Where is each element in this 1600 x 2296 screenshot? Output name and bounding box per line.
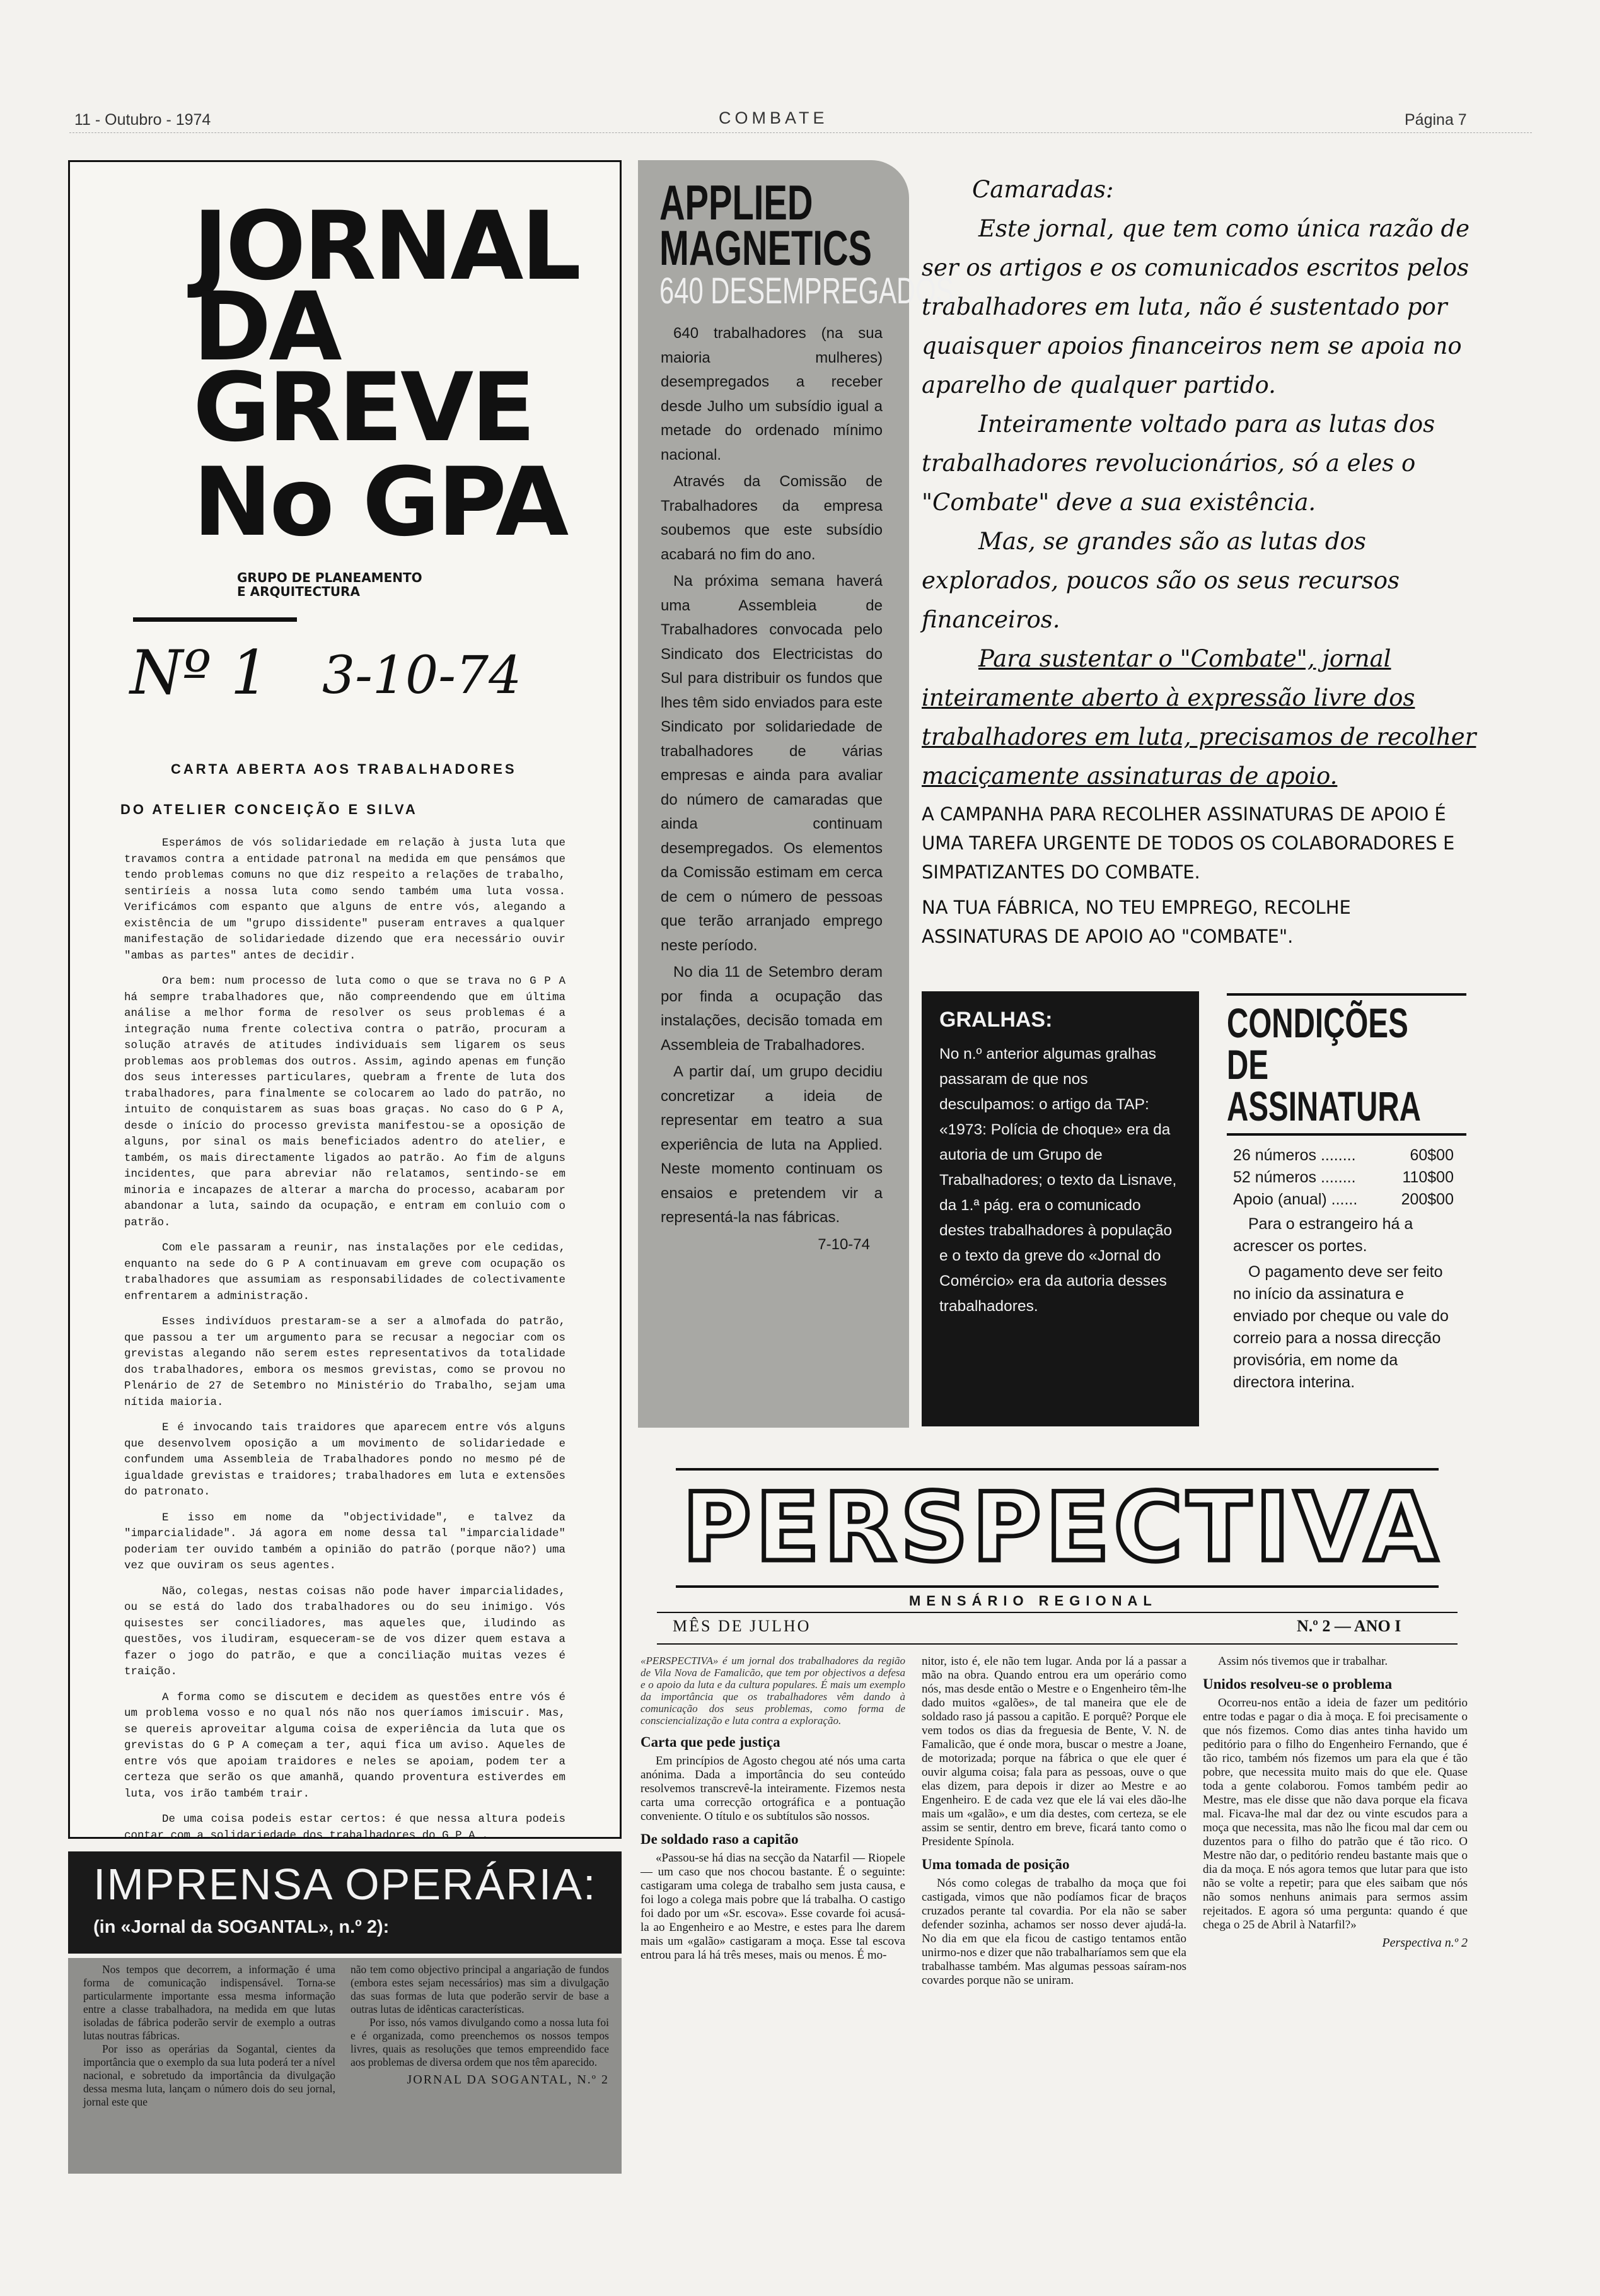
imprensa-paragraph: Nos tempos que decorrem, a informação é uma forma de comunicação indispensável. Torna-se particularmente importante essa mesma informação entre a classe trabalhadora, na medida em que lutas isoladas de fábrica poderão servir de exemplo a outras lutas noutras fábricas. xyxy=(83,1963,335,2042)
perspectiva-paragraph: Assim nós tivemos que ir trabalhar. xyxy=(1218,1655,1388,1668)
note-paragraph: Este jornal, que tem como única razão de ser os artigos e os comunicados escritos pelos trabalhadores em luta, não é sustentado por quaisquer apoios financeiros nem se apoia no aparelho de qualquer partido. xyxy=(922,215,1470,399)
perspectiva-title: PERSPECTIVA xyxy=(682,1473,1442,1583)
jornal-title xyxy=(193,192,579,557)
assinatura-payment: O pagamento deve ser feito no início da assinatura e enviado por cheque ou vale do correio para a nossa direcção provisória, em nome da directora interina. xyxy=(1233,1263,1449,1391)
note-paragraph: Inteiramente voltado para as lutas dos trabalhadores revolucionários, só a eles o "Combate" deve a sua existência. xyxy=(922,411,1435,516)
price-value: 110$00 xyxy=(1402,1168,1454,1186)
applied-paragraph: 640 trabalhadores (na sua maioria mulheres) desempregados a receber desde Julho um subsídio igual a metade do ordenado mínimo nacional. xyxy=(661,325,883,463)
note-callout: NA TUA FÁBRICA, NO TEU EMPREGO, RECOLHE ASSINATURAS DE APOIO AO "COMBATE". xyxy=(922,897,1351,947)
gralhas-text: No n.º anterior algumas gralhas passaram de que nos desculpamos: o artigo da TAP: «1973: Polícia de choque» era da autoria de um Grupo de Trabalhadores; o texto da Lisnave, da 1.ª pág. era o comunicado destes trabalhadores à população e o texto da greve do «Jornal do Comércio» era da autoria desses trabalhadores. xyxy=(939,1046,1177,1315)
subtitle-line-2: E ARQUITECTURA xyxy=(237,584,360,599)
applied-date: 7-10-74 xyxy=(818,1235,870,1253)
perspectiva-paragraph: Ocorreu-nos então a ideia de fazer um peditório entre todas e pagar o dia à moça. E foi precisamente o que nós fizemos. Como dias antes tinha havido um peditório para o filho do Engenheiro Fernando, que é tão rico, também nós fizemos um para ela que é tão pobre, que necessita muito mais do que ele. Quase toda a gente colaborou. Fomos também pedir ao Mestre, mas ele disse que não dava porque ela ficava mal. Ficava-lhe mal dar dez ou vinte escudos para a moça que necessita, mas não lhe ficou mal dar cem ou duzentos para o filho do patrão que é tão rico. O Mestre não dar, o peditório rendeu bastante mais que o dia da moça. E nós agora temos que lutar para que isto não se volte a repetir; para que eles saibam que nós não somos nenhuns animais para sermos assim rejeitados. E agora só uma pergunta: quando é que chega o 25 de Abril à Natarfil?» xyxy=(1203,1696,1468,1932)
imprensa-col-1 xyxy=(83,1963,335,2109)
perspectiva-col-2 xyxy=(922,1655,1186,1988)
page-number: Página 7 xyxy=(1405,111,1467,129)
price-label: 52 números ........ xyxy=(1233,1168,1356,1186)
letter-paragraph: E isso em nome da "objectividade", e talvez da "imparcialidade". Já agora em nome dessa tal "imparcialidade" poderiam ter ouvido também a opinião do patrão (porque não?) uma vez que ouviram os seus agentes. xyxy=(124,1511,565,1572)
letter-paragraph: E é invocando tais traidores que aparecem entre vós alguns que desenvolvem oposição a um movimento de solidariedade e confundem uma Assembleia de Trabalhadores pondo no mesmo pé de igualdade grevistas e traidores; trabalhadores em luta e extensões do patronato. xyxy=(124,1421,565,1498)
perspectiva-signature: Perspectiva n.º 2 xyxy=(1382,1936,1468,1950)
letter-paragraph: Ora bem: num processo de luta como o que se trava no G P A há sempre trabalhadores que, não compreendendo que em última análise a melhor forma de resolver os seus problemas é a integração numa frente colectiva contra o patrão, procuram a solução através de atitudes individuais sem ligarem os seus problemas aos problemas dos outros. Assim, agindo apenas em função dos seus interesses particulares, quebram a frente de luta dos trabalhadores, para finalmente se colocarem ao lado do patrão, no intuito de conquistarem as suas boas graças. No caso do G P A, desde o início do processo grevista manifestou-se a oposição de alguns, por sinal os mais beneficiados adentro do atelier, e também, os mais directamente ligados ao patrão. Ao fim de alguns incidentes, que para abreviar não relatamos, sentindo-se em minoria e incapazes de alterar a marcha do processo, acabaram por abandonar a luta, saindo da ocupação, e entram em conluio com o patrão. xyxy=(124,975,565,1229)
price-label: Apoio (anual) ...... xyxy=(1233,1191,1358,1208)
applied-body xyxy=(661,322,883,1257)
imprensa-subtitle: (in «Jornal da SOGANTAL», n.º 2): xyxy=(93,1917,390,1937)
letter-paragraph: Esses indivíduos prestaram-se a ser a almofada do patrão, que passou a ter um argumento para se recusar a negociar com os grevistas alegando não serem estes representativos da totalidade dos trabalhadores, embora os mesmos grevistas, como se provou no Plenário de 27 de Setembro no Ministério do Trabalho, sejam uma nítida maioria. xyxy=(124,1315,565,1409)
gralhas-box xyxy=(922,991,1199,1426)
imprensa-banner xyxy=(68,1851,622,1954)
jornal-subtitle xyxy=(237,571,422,598)
heading-unidos: Unidos resolveu-se o problema xyxy=(1203,1676,1393,1692)
perspectiva-paragraph: nitor, isto é, ele não tem lugar. Anda por lá a passar a mão na obra. Quando entrou era um operário como nós, mas desde então o Mestre e o Engenheiro têm-lhe dado muitos «galões», de tal maneira que ele de soldado raso já passou a capitão. E porquê? Porque ele vem todos os dias da freguesia de Bente, V. N. de Famalicão, que é onde mora, buscar o mestre a Joane, de motorizada; porque na fábrica o que ele quer é ouvir alguma coisa; fala para as pessoas, ouve o que elas dizem, para depois ir dizer ao Mestre e ao Engenheiro. E de cada vez que ele lá vai eles dão-lhe mais um «galão», e um dia destes, com certeza, se ele assim se sentir, dentro em breve, ficará tanto como o Presidente Spínola. xyxy=(922,1655,1186,1848)
perspectiva-paragraph: Nós como colegas de trabalho da moça que foi castigada, vimos que não podíamos ficar de braços cruzados perante tal covardia. Por ela não se saber defender sozinha, achamos ser nosso dever ajudá-la. No dia em que ela ficou de castigo tentamos então unirmo-nos e dizer que não trabalharíamos sem que ela trabalhasse também. Mas algumas pessoas saíram-nos covardes porque não se uniram. xyxy=(922,1877,1186,1987)
heading-carta: Carta que pede justiça xyxy=(641,1734,780,1750)
imprensa-paragraph: Por isso as operárias da Sogantal, cientes da importância que o exemplo da sua luta poderá ter a nível nacional, e sobretudo da importância da divulgação dessa mesma luta, lançam o número dois do seu jornal, jornal este que xyxy=(83,2043,335,2108)
imprensa-signature: JORNAL DA SOGANTAL, N.º 2 xyxy=(407,2073,609,2087)
assinatura-note: Para o estrangeiro há a acrescer os portes. xyxy=(1233,1215,1413,1255)
perspectiva-issue: N.º 2 — ANO I xyxy=(1297,1617,1401,1635)
letter-body xyxy=(124,836,565,1853)
perspectiva-subtitle: MENSÁRIO REGIONAL xyxy=(909,1593,1157,1609)
perspectiva-intro: «PERSPECTIVA» é um jornal dos trabalhadores da região de Vila Nova de Famalicão, que tem por objectivos a defesa e o apoio da luta e da cultura populares. É mais um exemplo da importância que os trabalhadores vêm dando à comunicação dos seus problemas, como forma de consciencialização e luta contra a exploração. xyxy=(641,1655,905,1727)
letter-paragraph: De uma coisa podeis estar certos: é que nessa altura podeis contar com a solidariedade dos trabalhadores do G P A . xyxy=(124,1813,565,1842)
handwritten-note xyxy=(922,170,1476,951)
header-rule xyxy=(69,132,1532,133)
gralhas-title: GRALHAS: xyxy=(939,1008,1053,1032)
perspectiva-paragraph: Em princípios de Agosto chegou até nós uma carta anónima. Dada a importância do seu conteúdo resolvemos transcrevê-la inteiramente. Fizemos nesta carta uma correcção ortográfica e a pontuação conveniente. O título e os subtítulos são nossos. xyxy=(641,1754,905,1823)
price-row xyxy=(1233,1145,1454,1167)
letter-paragraph: A forma como se discutem e decidem as questões entre vós é um problema vosso e no qual nós não nos queríamos imiscuir. Mas, se quereis aproveitar alguma coisa de experiência da luta que os grevistas do G P A começam a ter, aqui fica um aviso. Aqueles de entre vós que apoiam traidores e neles se apoiam, podem ter a certeza que serão os que amanhã, quando proventura estiverdes em luta, vos irão também trair. xyxy=(124,1691,565,1800)
title-line-gpa: No GPA xyxy=(193,448,567,557)
imprensa-col-2 xyxy=(351,1963,609,2087)
note-greeting: Camaradas: xyxy=(972,176,1114,203)
letter-paragraph: Com ele passaram a reunir, nas instalações por ele cedidas, enquanto na sede do G P A continuavam em greve com ocupação os trabalhadores que assumiam as responsabilidades de colectivamente enfrentarem a administração. xyxy=(124,1242,565,1303)
issue-date: 11 - Outubro - 1974 xyxy=(74,111,211,129)
applied-magnetics-box xyxy=(638,160,954,1428)
title-line-greve: GREVE xyxy=(193,353,533,463)
note-paragraph: Para sustentar o "Combate", jornal inteiramente aberto à expressão livre dos trabalhadores em luta, precisamos de recolher maciçamente assinaturas de apoio. xyxy=(922,645,1476,790)
perspectiva-col-1 xyxy=(641,1655,905,1962)
letter-title-1: CARTA ABERTA AOS TRABALHADORES xyxy=(171,761,517,777)
assinatura-title-3: ASSINATURA xyxy=(1227,1083,1422,1129)
applied-subtitle: 640 DESEMPREGADOS xyxy=(659,271,954,312)
heading-soldado: De soldado raso a capitão xyxy=(641,1831,799,1847)
applied-paragraph: A partir daí, um grupo decidiu concretizar a ideia de representar em teatro a sua experiência de luta na Applied. Neste momento continuam os ensaios e pretendem vir a representá-la nas fábricas. xyxy=(661,1063,883,1226)
title-line-da: DA xyxy=(193,272,340,382)
applied-title-1: APPLIED xyxy=(659,175,813,230)
applied-paragraph: Através da Comissão de Trabalhadores da empresa soubemos que este subsídio acabará no fim do ano. xyxy=(661,473,883,563)
perspectiva-month: MÊS DE JULHO xyxy=(673,1617,811,1635)
imprensa-paragraph: não tem como objectivo principal a angariação de fundos (embora estes sejam necessários) mas sim a divulgação das suas formas de luta que poderão servir de base a outras lutas de idênticas características. xyxy=(351,1963,609,2015)
assinatura-title-1: CONDIÇÕES xyxy=(1227,999,1408,1046)
price-row xyxy=(1233,1189,1454,1211)
assinatura-title-2: DE xyxy=(1227,1041,1269,1088)
jornal-issue: Nº 1 xyxy=(130,638,269,708)
jornal-da-greve-box xyxy=(68,160,622,1842)
jornal-date: 3-10-74 xyxy=(322,646,522,706)
perspectiva-col-3 xyxy=(1203,1655,1468,1950)
note-paragraph: Mas, se grandes são as lutas dos explorados, poucos são os seus recursos financeiros. xyxy=(922,528,1400,633)
imprensa-paragraph: Por isso, nós vamos divulgando como a nossa luta foi e é organizada, como preenchemos os nossos tempos livres, quais as resoluções que temos empreendido face aos problemas de diversa ordem que nos têm aparecido. xyxy=(351,2016,609,2068)
price-label: 26 números ........ xyxy=(1233,1146,1356,1164)
assinatura-box xyxy=(1209,993,1474,1428)
price-list xyxy=(1233,1145,1454,1394)
heading-tomada: Uma tomada de posição xyxy=(922,1856,1070,1872)
imprensa-body xyxy=(68,1958,622,2174)
price-value: 200$00 xyxy=(1401,1191,1454,1208)
price-value: 60$00 xyxy=(1410,1146,1454,1164)
paper-name: COMBATE xyxy=(719,108,828,127)
jornal-rule xyxy=(133,617,297,622)
letter-paragraph: Esperámos de vós solidariedade em relação à justa luta que travamos contra a entidade patronal na medida em que pensámos que tendo problemas comuns no que diz respeito a relações de trabalho, sentiríeis a nossa luta como sendo também uma luta vossa. Verificámos com espanto que alguns de entre vós, alegando a existência de um "grupo dissidente" puseram entraves a qualquer manifestação de solidariedade dizendo que era necessário ouvir "ambas as partes" antes de decidir. xyxy=(124,837,565,962)
imprensa-title: IMPRENSA OPERÁRIA: xyxy=(93,1860,597,1909)
applied-paragraph: No dia 11 de Setembro deram por finda a ocupação das instalações, decisão tomada em Assembleia de Trabalhadores. xyxy=(661,964,883,1054)
applied-title-2: MAGNETICS xyxy=(659,220,872,276)
subtitle-line-1: GRUPO DE PLANEAMENTO xyxy=(237,570,422,585)
perspectiva-masthead xyxy=(638,1468,1476,1651)
letter-paragraph: Não, colegas, nestas coisas não pode haver imparcialidades, ou se está do lado dos trabalhadores ou do seu inimigo. Vós quisestes ser conciliadores, mas aqueles que, iludindo as questões, vos iludiram, esqueceram-se de vos dizer quem estava a fazer o jogo do patrão, e que a conciliação muitas vezes é traição. xyxy=(124,1585,565,1678)
letter-title-2: DO ATELIER CONCEIÇÃO E SILVA xyxy=(120,801,418,817)
note-campaign: A CAMPANHA PARA RECOLHER ASSINATURAS DE APOIO É UMA TAREFA URGENTE DE TODOS OS COLABORADORES E SIMPATIZANTES DO COMBATE. xyxy=(922,803,1455,883)
applied-paragraph: Na próxima semana haverá uma Assembleia de Trabalhadores convocada pelo Sindicato dos Electricistas do Sul para distribuir os fundos que lhes têm sido enviados para este Sindicato por solidariedade de trabalhadores de várias empresas e ainda para avaliar do número de camaradas que ainda continuam desempregados. Os elementos da Comissão estimam em cerca de cem o número de pessoas que terão arranjado emprego neste período. xyxy=(661,573,883,954)
price-row xyxy=(1233,1167,1454,1189)
title-line-jornal: JORNAL xyxy=(193,192,579,301)
perspectiva-paragraph: «Passou-se há dias na secção da Natarfil — Riopele — um caso que nos chocou bastante. É o seguinte: castigaram uma colega de trabalho sem justa causa, e foi logo a colega mais pobre que lá trabalha. O castigo foi dado por um «Sr. escova». Esse covarde foi acusá-la ao Engenheiro e ao Mestre, e estes para lhe darem mais um «galão» castigaram a moça. Esse tal escova entrou para lá há três meses, mais ou menos. É mo- xyxy=(641,1851,905,1962)
